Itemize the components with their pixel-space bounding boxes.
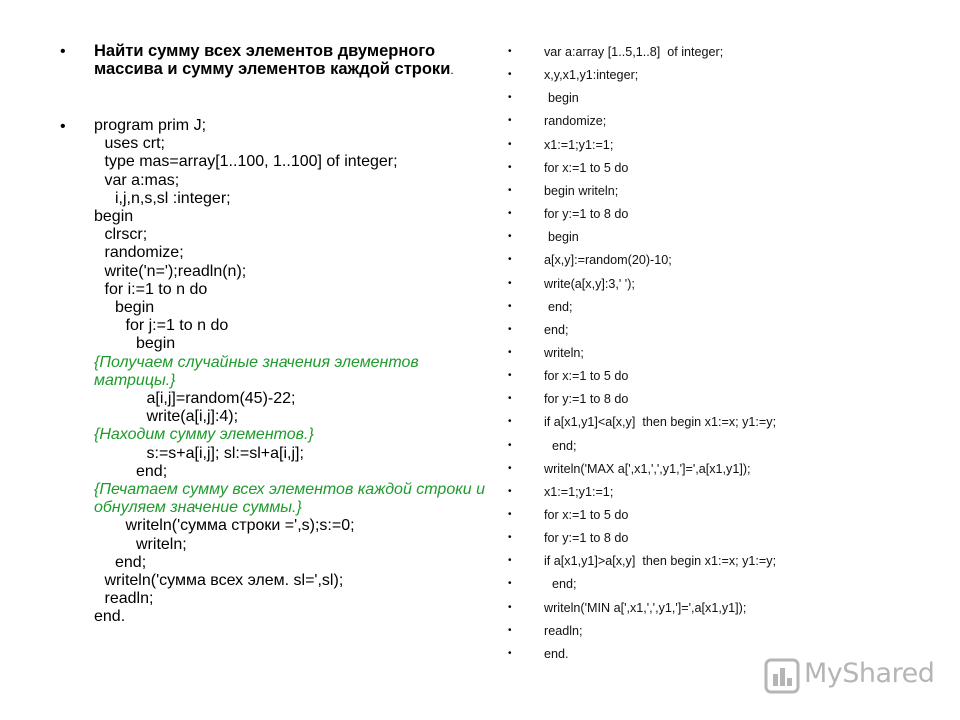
code-line: end. [94, 608, 126, 626]
bullet-marker: • [508, 555, 512, 567]
code-list-item: write(a[x,y]:3,' '); [544, 276, 635, 291]
bullet-marker: • [508, 277, 512, 289]
code-list-item: writeln; [544, 345, 584, 360]
bullet-marker: • [508, 393, 512, 405]
code-line: end; [115, 553, 147, 571]
bullet-marker: • [508, 208, 512, 220]
bullet-marker: • [508, 601, 512, 613]
code-list-item: end; [544, 322, 569, 337]
bullet-marker: • [508, 532, 512, 544]
code-line: for j:=1 to n do [125, 317, 229, 335]
code-list-item: writeln('MAX a[',x1,',',y1,']=',a[x1,y1]); [544, 461, 751, 476]
code-line: begin [94, 208, 134, 226]
code-line: for i:=1 to n do [104, 280, 208, 298]
code-line: clrscr; [104, 226, 148, 244]
bullet-marker: • [508, 184, 512, 196]
left-column [60, 0, 490, 720]
code-list-item: for x:=1 to 5 do [544, 508, 629, 522]
bullet-marker: • [508, 254, 512, 266]
code-list-item: if a[x1,y1]<a[x,y] then begin x1:=x; y1:=y; [544, 415, 777, 430]
bullet-marker: • [508, 578, 512, 590]
code-list-item: x,y,x1,y1:integer; [544, 68, 639, 83]
watermark-text: MyShared [804, 658, 935, 689]
code-line: a[i,j]=random(45)-22; [146, 390, 296, 408]
code-line: var a:mas; [104, 171, 180, 189]
code-list-item: begin [548, 91, 579, 106]
bullet-marker: • [508, 138, 512, 150]
code-line: uses crt; [104, 135, 165, 153]
code-line: type mas=array[1..100, 1..100] of integer; [104, 153, 398, 171]
bullet-marker: • [508, 46, 512, 57]
code-line: program prim J; [94, 117, 207, 134]
bullet-marker: • [508, 161, 512, 173]
code-list-item: begin writeln; [544, 183, 619, 198]
bullet-marker: • [508, 624, 512, 636]
code-list-item: begin [548, 230, 579, 245]
bullet-marker: • [508, 370, 512, 382]
title-period: . [450, 63, 454, 77]
bullet-marker: • [508, 115, 512, 127]
bullet-marker: • [60, 118, 66, 135]
code-list-item: for y:=1 to 8 do [544, 531, 629, 546]
code-list-item: a[x,y]:=random(20)-10; [544, 253, 672, 268]
code-list-item: end; [552, 438, 577, 453]
code-line: i,j,n,s,sl :integer; [115, 189, 231, 207]
code-list-item: for y:=1 to 8 do [544, 207, 629, 222]
bullet-marker: • [508, 92, 512, 104]
myshared-watermark [764, 656, 934, 696]
code-list-item: writeln('MIN a[',x1,',',y1,']=',a[x1,y1]); [544, 600, 747, 615]
bullet-marker: • [508, 416, 512, 428]
code-comment: {Получаем случайные значения элементов матрицы.} [94, 353, 419, 389]
bullet-marker: • [508, 69, 512, 81]
bullet-marker: • [508, 647, 512, 659]
bullet-marker: • [60, 43, 66, 60]
slide-title [94, 42, 494, 79]
code-comment: {Находим сумму элементов.} [94, 426, 314, 444]
bullet-marker: • [508, 439, 512, 451]
code-list-item: for y:=1 to 8 do [544, 392, 629, 407]
code-line: write(a[i,j]:4); [146, 408, 239, 426]
code-comment: {Печатаем сумму всех элементов каждой строки и обнуляем значение суммы.} [94, 481, 486, 517]
code-line: writeln; [136, 535, 187, 553]
bullet-marker: • [508, 485, 512, 497]
code-line: s:=s+a[i,j]; sl:=sl+a[i,j]; [146, 444, 304, 462]
bullet-marker: • [508, 300, 512, 312]
bullet-marker: • [508, 462, 512, 474]
code-list-item: for x:=1 to 5 do [544, 160, 629, 175]
code-line: randomize; [104, 244, 184, 262]
bullet-marker: • [508, 323, 512, 335]
code-line: readln; [104, 590, 154, 608]
code-line: write('n=');readln(n); [104, 262, 247, 280]
code-line: end; [136, 462, 168, 480]
myshared-logo-icon [764, 658, 800, 694]
bullet-marker: • [508, 509, 512, 520]
code-line: writeln('сумма всех элем. sl=',sl); [104, 572, 344, 590]
bullet-marker: • [508, 231, 512, 243]
right-column [508, 0, 948, 720]
code-list-item: if a[x1,y1]>a[x,y] then begin x1:=x; y1:=y; [544, 554, 777, 569]
code-list-item: x1:=1;y1:=1; [544, 484, 614, 499]
code-line: writeln('сумма строки =',s);s:=0; [125, 517, 355, 535]
code-line: begin [115, 299, 155, 317]
code-line: begin [136, 335, 176, 353]
bullet-marker: • [508, 346, 512, 358]
code-list-item: for x:=1 to 5 do [544, 369, 629, 384]
code-list-item: x1:=1;y1:=1; [544, 137, 614, 152]
pascal-code-block [94, 117, 494, 627]
title-text: Найти сумму всех элементов двумерного массива и сумму элементов каждой строки [94, 42, 451, 78]
code-list-item: readln; [544, 623, 583, 638]
code-list-item: randomize; [544, 114, 607, 129]
code-list-item: end; [552, 577, 577, 592]
code-list-item: end; [548, 299, 573, 314]
code-list-item: var a:array [1..5,1..8] of integer; [544, 45, 724, 59]
code-list-item: end. [544, 646, 569, 661]
